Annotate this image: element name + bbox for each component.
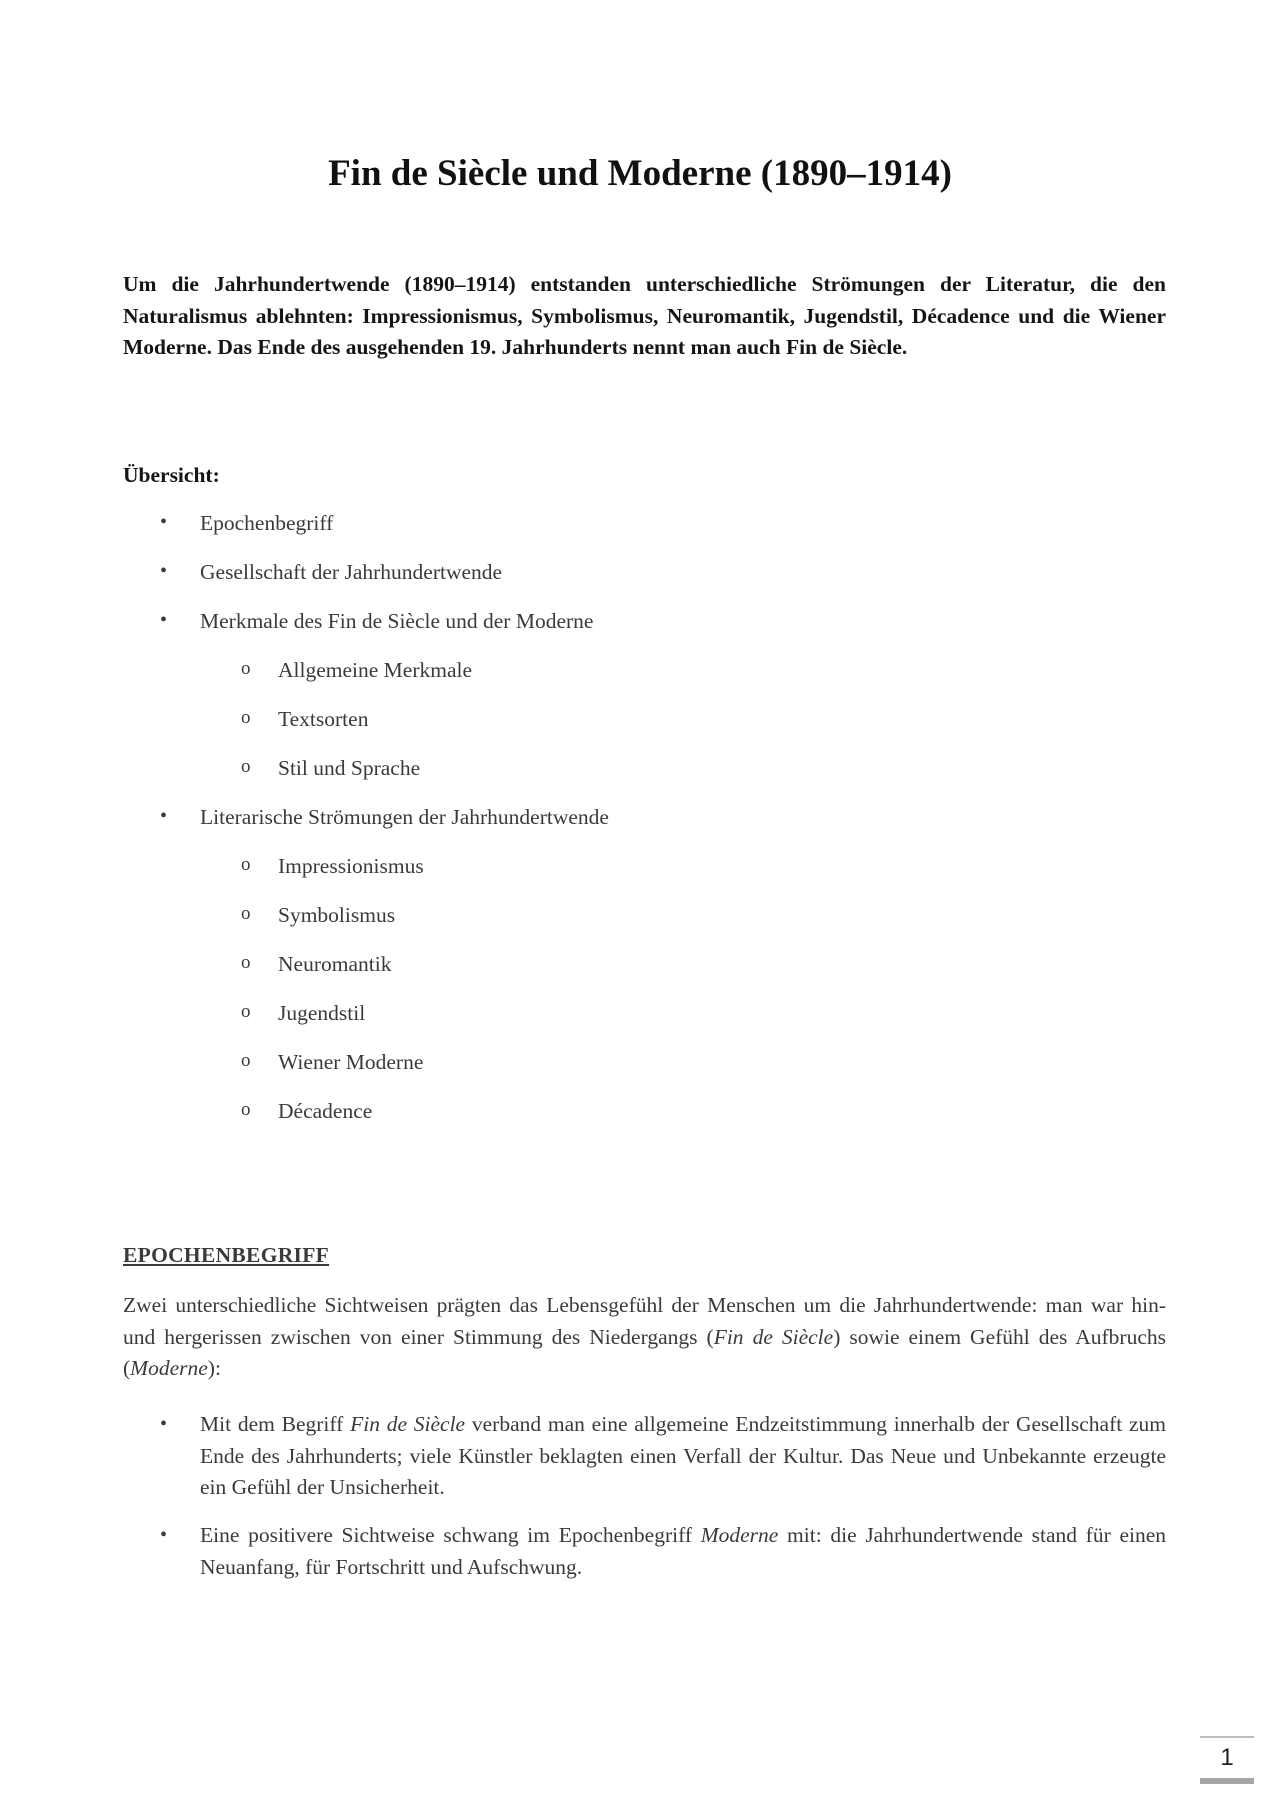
bullet-text: mit: die Jahrhundertwende stand für einen Neuanfang, für Fortschritt und Aufschwung. <box>200 1523 1166 1579</box>
intro-paragraph: Um die Jahrhundertwende (1890–1914) entstanden unterschiedliche Strömungen der Literatur, die den Naturalismus ablehnten: Impressionismus, Symbolismus, Neuromantik, Jugendstil, Décadence und die Wiener Moderne. Das Ende des ausgehenden 19. Jahrhunderts nennt man auch Fin de Siècle. <box>123 272 1166 359</box>
sub-bullet-icon: o <box>241 707 251 728</box>
overview-item-label: Décadence <box>278 1099 373 1123</box>
bullet-icon: • <box>160 609 168 631</box>
para-text: ) sowie einem Gefühl des Aufbruchs ( <box>123 1324 1166 1380</box>
sub-bullet-icon: o <box>241 756 251 777</box>
sub-bullet-icon: o <box>241 903 251 924</box>
overview-item-label: Merkmale des Fin de Siècle und der Moderne <box>200 609 594 633</box>
overview-subitem-stil-und-sprache <box>241 756 421 781</box>
overview-item-label: Neuromantik <box>278 952 392 976</box>
overview-item-epochenbegriff <box>160 511 334 536</box>
term-moderne: Moderne <box>130 1356 208 1380</box>
overview-heading: Übersicht: <box>123 463 220 487</box>
overview-item-label: Jugendstil <box>278 1001 366 1025</box>
sub-bullet-icon: o <box>241 1099 251 1120</box>
term-fin-de-siecle: Fin de Siècle <box>713 1324 834 1349</box>
bullet-icon: • <box>160 560 168 582</box>
bullet-text: Eine positivere Sichtweise schwang im Epochenbegriff <box>200 1523 701 1547</box>
overview-item-label: Wiener Moderne <box>278 1050 424 1074</box>
para-text: Zwei unterschiedliche Sichtweisen prägten das Lebensgefühl der Menschen um die Jahrhundertwende: man war hin- und hergerissen zwischen von einer Stimmung des Niedergangs ( <box>123 1293 1166 1349</box>
sub-bullet-icon: o <box>241 1050 251 1071</box>
bullet-term: Moderne <box>700 1523 779 1547</box>
overview-item-label: Allgemeine Merkmale <box>278 658 473 682</box>
overview-item-merkmale <box>160 609 594 634</box>
bullet-icon: • <box>160 1413 168 1435</box>
bullet-text: verband man eine allgemeine Endzeitstimmung innerhalb der Gesellschaft zum Ende des Jahrhunderts; viele Künstler beklagten einen Verfall der Kultur. Das Neue und Unbekannte erzeugte ein Gefühl der Unsicherheit. <box>200 1412 1167 1499</box>
para-text: ): <box>207 1356 221 1380</box>
overview-item-label: Epochenbegriff <box>200 511 334 535</box>
overview-subitem-neuromantik <box>241 952 392 977</box>
overview-subitem-wiener-moderne <box>241 1050 424 1075</box>
sub-bullet-icon: o <box>241 854 251 875</box>
overview-item-label: Stil und Sprache <box>278 756 421 780</box>
overview-item-label: Impressionismus <box>278 854 424 878</box>
overview-item-gesellschaft <box>160 560 503 585</box>
page-title: Fin de Siècle und Moderne (1890–1914) <box>328 153 952 194</box>
sub-bullet-icon: o <box>241 658 251 679</box>
bullet-term: Fin de Siècle <box>350 1412 466 1436</box>
page-number-box <box>1200 1736 1254 1784</box>
overview-subitem-textsorten <box>241 707 369 732</box>
bullet-text: Mit dem Begriff <box>200 1412 351 1436</box>
bullet-fin-de-siecle <box>160 1409 1167 1504</box>
page-number: 1 <box>1220 1744 1234 1771</box>
sub-bullet-icon: o <box>241 1001 251 1022</box>
bullet-icon: • <box>160 1524 168 1546</box>
sub-bullet-icon: o <box>241 952 251 973</box>
overview-subitem-symbolismus <box>241 903 396 928</box>
overview-item-label: Gesellschaft der Jahrhundertwende <box>200 560 503 584</box>
bullet-icon: • <box>160 511 168 533</box>
overview-item-label: Textsorten <box>278 707 369 731</box>
bullet-icon: • <box>160 805 168 827</box>
bullet-moderne <box>160 1520 1166 1583</box>
overview-subitem-impressionismus <box>241 854 424 879</box>
section-heading-epochenbegriff: EPOCHENBEGRIFF <box>123 1243 330 1267</box>
overview-item-stroemungen <box>160 805 609 830</box>
overview-subitem-allgemeine-merkmale <box>241 658 473 683</box>
overview-item-label: Symbolismus <box>278 903 396 927</box>
overview-subitem-jugendstil <box>241 1001 366 1026</box>
section-paragraph <box>123 1290 1166 1385</box>
page-number-rule <box>1200 1736 1254 1738</box>
overview-subitem-decadence <box>241 1099 373 1124</box>
overview-item-label: Literarische Strömungen der Jahrhundertwende <box>200 805 609 829</box>
page-number-bar <box>1200 1778 1254 1784</box>
